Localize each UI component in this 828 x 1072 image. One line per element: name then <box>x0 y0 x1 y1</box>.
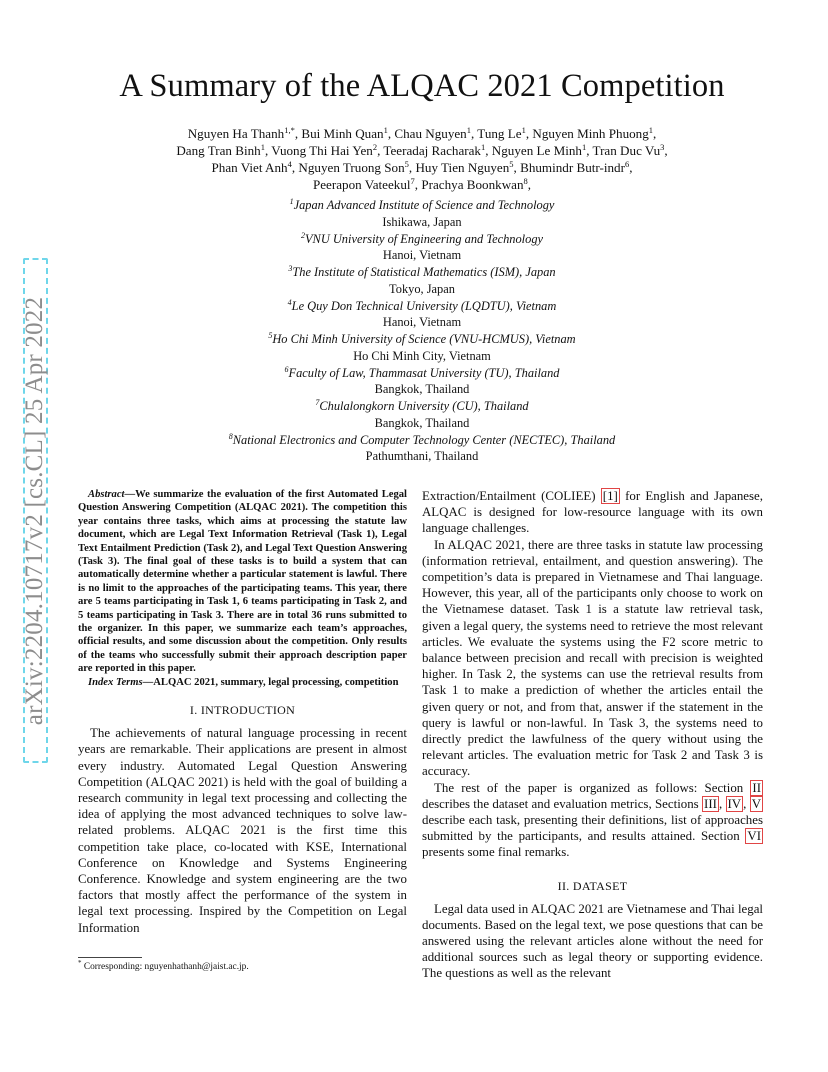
affiliation <box>120 432 724 449</box>
affiliation-number: 8 <box>228 431 233 441</box>
section-link-ii[interactable]: II <box>752 780 761 795</box>
affiliation-institution: Chulalongkorn University (CU), Thailand <box>319 399 529 413</box>
author <box>415 160 513 175</box>
section-link-iii[interactable]: III <box>704 796 717 811</box>
author-affiliation-mark: 2 <box>372 142 378 152</box>
author <box>593 143 665 158</box>
author-name: Nguyen Ha Thanh <box>187 126 285 141</box>
author-affiliation-mark: 5 <box>509 159 514 169</box>
intro-text: for English and Japanese, ALQAC is designed for low-resource language with its own language challenges. <box>422 489 763 536</box>
author-name: Teeradaj Racharak <box>383 143 481 158</box>
affiliation-location: Bangkok, Thailand <box>374 415 470 430</box>
author-affiliation-mark: 5 <box>404 159 409 169</box>
intro-text: , <box>743 796 750 811</box>
affiliation <box>120 331 724 348</box>
author-affiliation-mark: 1 <box>521 125 526 135</box>
section-link-iv[interactable]: IV <box>727 796 742 811</box>
index-terms-dash: — <box>142 676 154 688</box>
author <box>176 143 265 158</box>
affiliation-number: 1 <box>289 197 294 206</box>
affiliation-institution: Ho Chi Minh University of Science (VNU-HCMUS), Vietnam <box>272 332 576 346</box>
author <box>271 143 377 158</box>
abstract-lead: Abstract <box>88 489 125 500</box>
abstract-dash: — <box>124 489 136 500</box>
footnote-text: Corresponding: nguyenhathanh@jaist.ac.jp. <box>83 962 249 972</box>
author-affiliation-mark: 1 <box>581 142 587 152</box>
affiliation-institution: National Electronics and Computer Technology Center (NECTEC), Thailand <box>232 432 616 447</box>
author <box>421 177 527 192</box>
author-affiliation-mark: 1 <box>260 142 265 152</box>
author-affiliation-mark: 7 <box>410 176 415 186</box>
author <box>301 126 387 141</box>
author-affiliation-mark: 1 <box>480 142 486 152</box>
author-affiliation-mark: 1 <box>383 125 388 135</box>
section-heading-introduction <box>78 703 407 718</box>
intro-text: presents some final remarks. <box>422 845 570 860</box>
index-terms-text: ALQAC 2021, summary, legal processing, competition <box>153 676 399 688</box>
intro-paragraph-1: The achievements of natural language processing in recent years are remarkable. Their applications are present in almost every industry. Automated Legal Question Answering Competition (ALQAC 2021) is held with the goal of building a research community in legal text processing and collecting the idea of applying the most advanced techniques to solve law-related problems. ALQAC 2021 is the first time this competition take place, co-located with KSE, International Conference on Knowledge and Systems Engineering Conference. Knowledge and system engineering are the two factors that mostly affect the performance of the system in legal text processing. Inspired by the Competition on Legal Information <box>78 726 407 935</box>
right-column <box>422 488 763 982</box>
affiliation-location: Hanoi, Vietnam <box>382 248 462 263</box>
footnote <box>78 961 249 973</box>
author-name: Dang Tran Binh <box>176 143 261 158</box>
section-link-v[interactable]: V <box>751 796 762 811</box>
affiliation <box>120 365 724 382</box>
author <box>212 160 292 175</box>
author <box>394 126 471 141</box>
affiliation-institution: Le Quy Don Technical University (LQDTU), Vietnam <box>291 298 557 313</box>
section-heading-dataset <box>422 879 763 894</box>
author-affiliation-mark: 1,* <box>284 125 295 135</box>
affiliation-institution: Faculty of Law, Thammasat University (TU), Thailand <box>288 365 560 380</box>
intro-paragraph-3: In ALQAC 2021, there are three tasks in statute law processing (information retrieval, entailment, and question answering). The competition’s data is prepared in Vietnamese and Thai language. However, this year, all of the participants only choose to work on the Vietnamese dataset. Task 1 is a statute law retrieval task, given a legal query, the systems need to retrieve the most relevant articles. We evaluate the systems using the F2 score metric to balance between precision and recall with precision is weighted higher. In Task 2, the systems can use the retrieval results from Task 1 to make a prediction of whether the articles entail the given query or not, and from that, answer if the statement in the query is lawful or non-lawful. In Task 3, the systems need to directly predict the lawfulness of the query without using the relevant articles. The evaluation metric for Task 2 and Task 3 is accuracy. <box>422 537 763 779</box>
intro-text: The rest of the paper is organized as follows: Section <box>434 780 751 795</box>
affiliation-institution: Japan Advanced Institute of Science and Technology <box>293 198 555 212</box>
section-rest: ATASET <box>581 878 628 893</box>
paper-title: A Summary of the ALQAC 2021 Competition <box>119 68 725 104</box>
section-number: I. <box>189 703 201 718</box>
author <box>298 160 408 175</box>
affiliation-location: Tokyo, Japan <box>389 281 455 296</box>
intro-text: describes the dataset and evaluation metrics, Sections <box>422 796 703 811</box>
author-affiliation-mark: 4 <box>287 159 292 169</box>
affiliation-location: Hanoi, Vietnam <box>382 315 462 330</box>
author-name: Nguyen Minh Phuong <box>532 126 649 141</box>
footnote-mark: * <box>78 959 82 967</box>
author <box>520 160 629 175</box>
author-name: Bui Minh Quan <box>301 126 384 141</box>
author-name: Huy Tien Nguyen <box>415 160 510 175</box>
author-affiliation-mark: 8 <box>523 176 528 186</box>
author-name: Tung Le <box>477 126 522 141</box>
author-name: Nguyen Le Minh <box>491 143 582 158</box>
affiliation-location: Bangkok, Thailand <box>374 382 470 397</box>
affiliation-number: 2 <box>300 230 305 240</box>
affiliation-number: 6 <box>284 364 289 374</box>
affiliation-institution: The Institute of Statistical Mathematics (ISM), Japan <box>292 265 556 279</box>
author-affiliation-mark: 3 <box>660 142 665 152</box>
intro-text: describe each task, presenting their definitions, list of approaches submitted by the participants, and results attained. Section <box>422 813 763 844</box>
affiliation <box>120 298 724 315</box>
author-list: Nguyen Ha Thanh$^{1,*}$, Bui Minh Quan$^1$, Chau Nguyen$^1$, Tung Le$^1$, Nguyen Minh Phuong$^1$, Dang Tran Binh$^1$, Vuong Thi Hai Yen$^2$, Teeradaj Racharak$^1$, Nguyen Le Minh$^1$, Tran Duc Vu$^3$, Phan Viet Anh$^4$, Nguyen Truong Son$^5$, Huy Tien Nguyen$^5$, Bhumindr Butr-indr$^6$, Peerapon Vateekul$^7$, Prachya Boonkwan$^8$, <box>176 125 668 192</box>
section-link-vi[interactable]: VI <box>747 829 761 844</box>
author-name: Tran Duc Vu <box>592 143 661 158</box>
affiliation-location: Pathumthani, Thailand <box>365 449 479 464</box>
left-column <box>78 488 407 936</box>
intro-text: , <box>718 796 726 811</box>
arxiv-stamp-text[interactable]: arXiv:2204.10717v2 [cs.CL] 25 Apr 2022 <box>21 296 48 725</box>
index-terms <box>78 676 407 689</box>
author <box>492 143 586 158</box>
section-number: II. <box>557 878 573 893</box>
author-affiliation-mark: 1 <box>648 125 654 135</box>
affiliation-location: Ho Chi Minh City, Vietnam <box>353 348 491 363</box>
intro-paragraph-4 <box>422 780 763 861</box>
footnote-rule <box>78 957 142 958</box>
affiliation-number: 5 <box>268 331 273 340</box>
affiliation-number: 3 <box>288 264 293 273</box>
abstract <box>78 488 407 676</box>
intro-paragraph-2 <box>422 488 763 537</box>
affiliation-location: Ishikawa, Japan <box>382 214 462 229</box>
intro-text: Extraction/Entailment (COLIEE) <box>422 489 601 503</box>
arxiv-identifier-stamp <box>20 258 50 763</box>
author <box>477 126 526 141</box>
section-cap: I <box>200 703 206 718</box>
author <box>383 143 485 158</box>
affiliation <box>120 197 724 214</box>
author-name: Phan Viet Anh <box>211 160 288 175</box>
affiliation-number: 7 <box>315 398 320 407</box>
section-cap: D <box>572 878 582 893</box>
dataset-paragraph-1: Legal data used in ALQAC 2021 are Vietnamese and Thai legal documents. Based on the legal text, we pose questions that can be answered using the relevant articles alone without the need for additional sources such as legal theory or supporting evidence. The questions as well as the relevant <box>422 901 763 981</box>
author-affiliation-mark: 6 <box>624 159 630 169</box>
author-name: Bhumindr Butr-indr <box>520 160 625 175</box>
index-terms-lead: Index Terms <box>88 676 143 688</box>
author-name: Vuong Thi Hai Yen <box>271 143 373 158</box>
abstract-text: We summarize the evaluation of the first Automated Legal Question Answering Competition (ALQAC 2021). The competition this year contains three tasks, which aims at processing the statute law document, which are Legal Text Information Retrieval (Task 1), Legal Text Entailment Prediction (Task 2), and Legal Text Question Answering (Task 3). The final goal of these tasks is to build a system that can automatically determine whether a particular statement is lawful. There is no limit to the approaches of the participating teams. This year, there are 5 teams participating in Task 1, 6 teams participating in Task 2, and 5 teams participating in Task 3. There are in total 36 runs submitted to the organizer. In this paper, we summarize each team’s approaches, official results, and some discussion about the competition. Only results of the teams who successfully submit their approach description paper are reported in this paper. <box>78 489 407 675</box>
affiliation <box>120 264 724 281</box>
affiliation <box>120 398 724 415</box>
author-affiliation-mark: 1 <box>466 125 471 135</box>
author-name: Prachya Boonkwan <box>421 177 524 192</box>
section-rest: NTRODUCTION <box>205 703 296 718</box>
author <box>188 126 295 141</box>
affiliation <box>120 231 724 248</box>
author <box>532 126 653 141</box>
author-name: Nguyen Truong Son <box>298 160 405 175</box>
affiliation-institution: VNU University of Engineering and Technology <box>304 231 544 246</box>
affiliation-number: 4 <box>287 297 292 307</box>
author-name: Chau Nguyen <box>394 126 467 141</box>
author <box>313 177 415 192</box>
author-name: Peerapon Vateekul <box>312 177 411 192</box>
citation-link-1[interactable]: [1] <box>602 489 618 503</box>
affiliation-list <box>120 197 724 465</box>
